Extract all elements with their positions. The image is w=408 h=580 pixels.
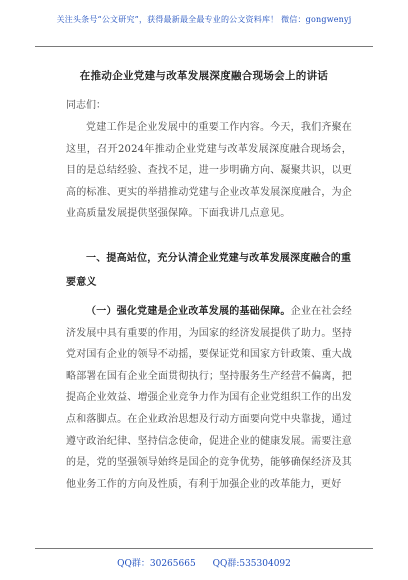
paragraph-intro: 党建工作是企业发展中的重要工作内容。今天，我们齐聚在这里，召开2024年推动企业党建与改革发展深度融合现场会，目的是总结经验、查找不足，进一步明确方向、凝聚共识，以更高的标准、更实的举措推动党建与企业改革发展深度融合，为企业高质量发展提供坚强保障。下面我讲几点意见。 — [66, 122, 352, 220]
salutation: 同志们： — [66, 100, 106, 111]
header-promo-note: 关注头条号“公文研究”，获得最新最全最专业的公文资料库！ 微信：gongwenyj — [56, 15, 352, 24]
paragraph-section-1 — [66, 301, 352, 495]
footer-qq-group-1: QQ群：30265665 — [117, 559, 196, 569]
footer-divider — [35, 548, 373, 549]
section-heading: 一、提高站位，充分认清企业党建与改革发展深度融合的重要意义 — [66, 253, 352, 288]
subheading: （一）强化党建是企业改革发展的基础保障。 — [86, 306, 291, 317]
paragraph-body: 企业在社会经济发展中具有重要的作用，为国家的经济发展提供了助力。坚持党对国有企业的领导不动摇，要保证党和国家方针政策、重大战略部署在国有企业全面贯彻执行；坚持服务生产经营不偏离，把提高企业效益、增强企业竞争力作为国有企业党组织工作的出发点和落脚点。在企业政治思想及行动方面要向党中央靠拢，通过遵守政治纪律、坚持信念使命，促进企业的健康发展。需要注意的是，党的坚强领导始终是国企的竞争优势，能够确保经济及其他业务工作的方向及性质，有利于加强企业的改革能力，更好 — [66, 306, 353, 490]
document-title: 在推动企业党建与改革发展深度融合现场会上的讲话 — [79, 70, 329, 82]
header-divider — [35, 46, 373, 47]
footer — [0, 556, 408, 569]
footer-qq-group-2: QQ群:535304092 — [212, 559, 291, 569]
